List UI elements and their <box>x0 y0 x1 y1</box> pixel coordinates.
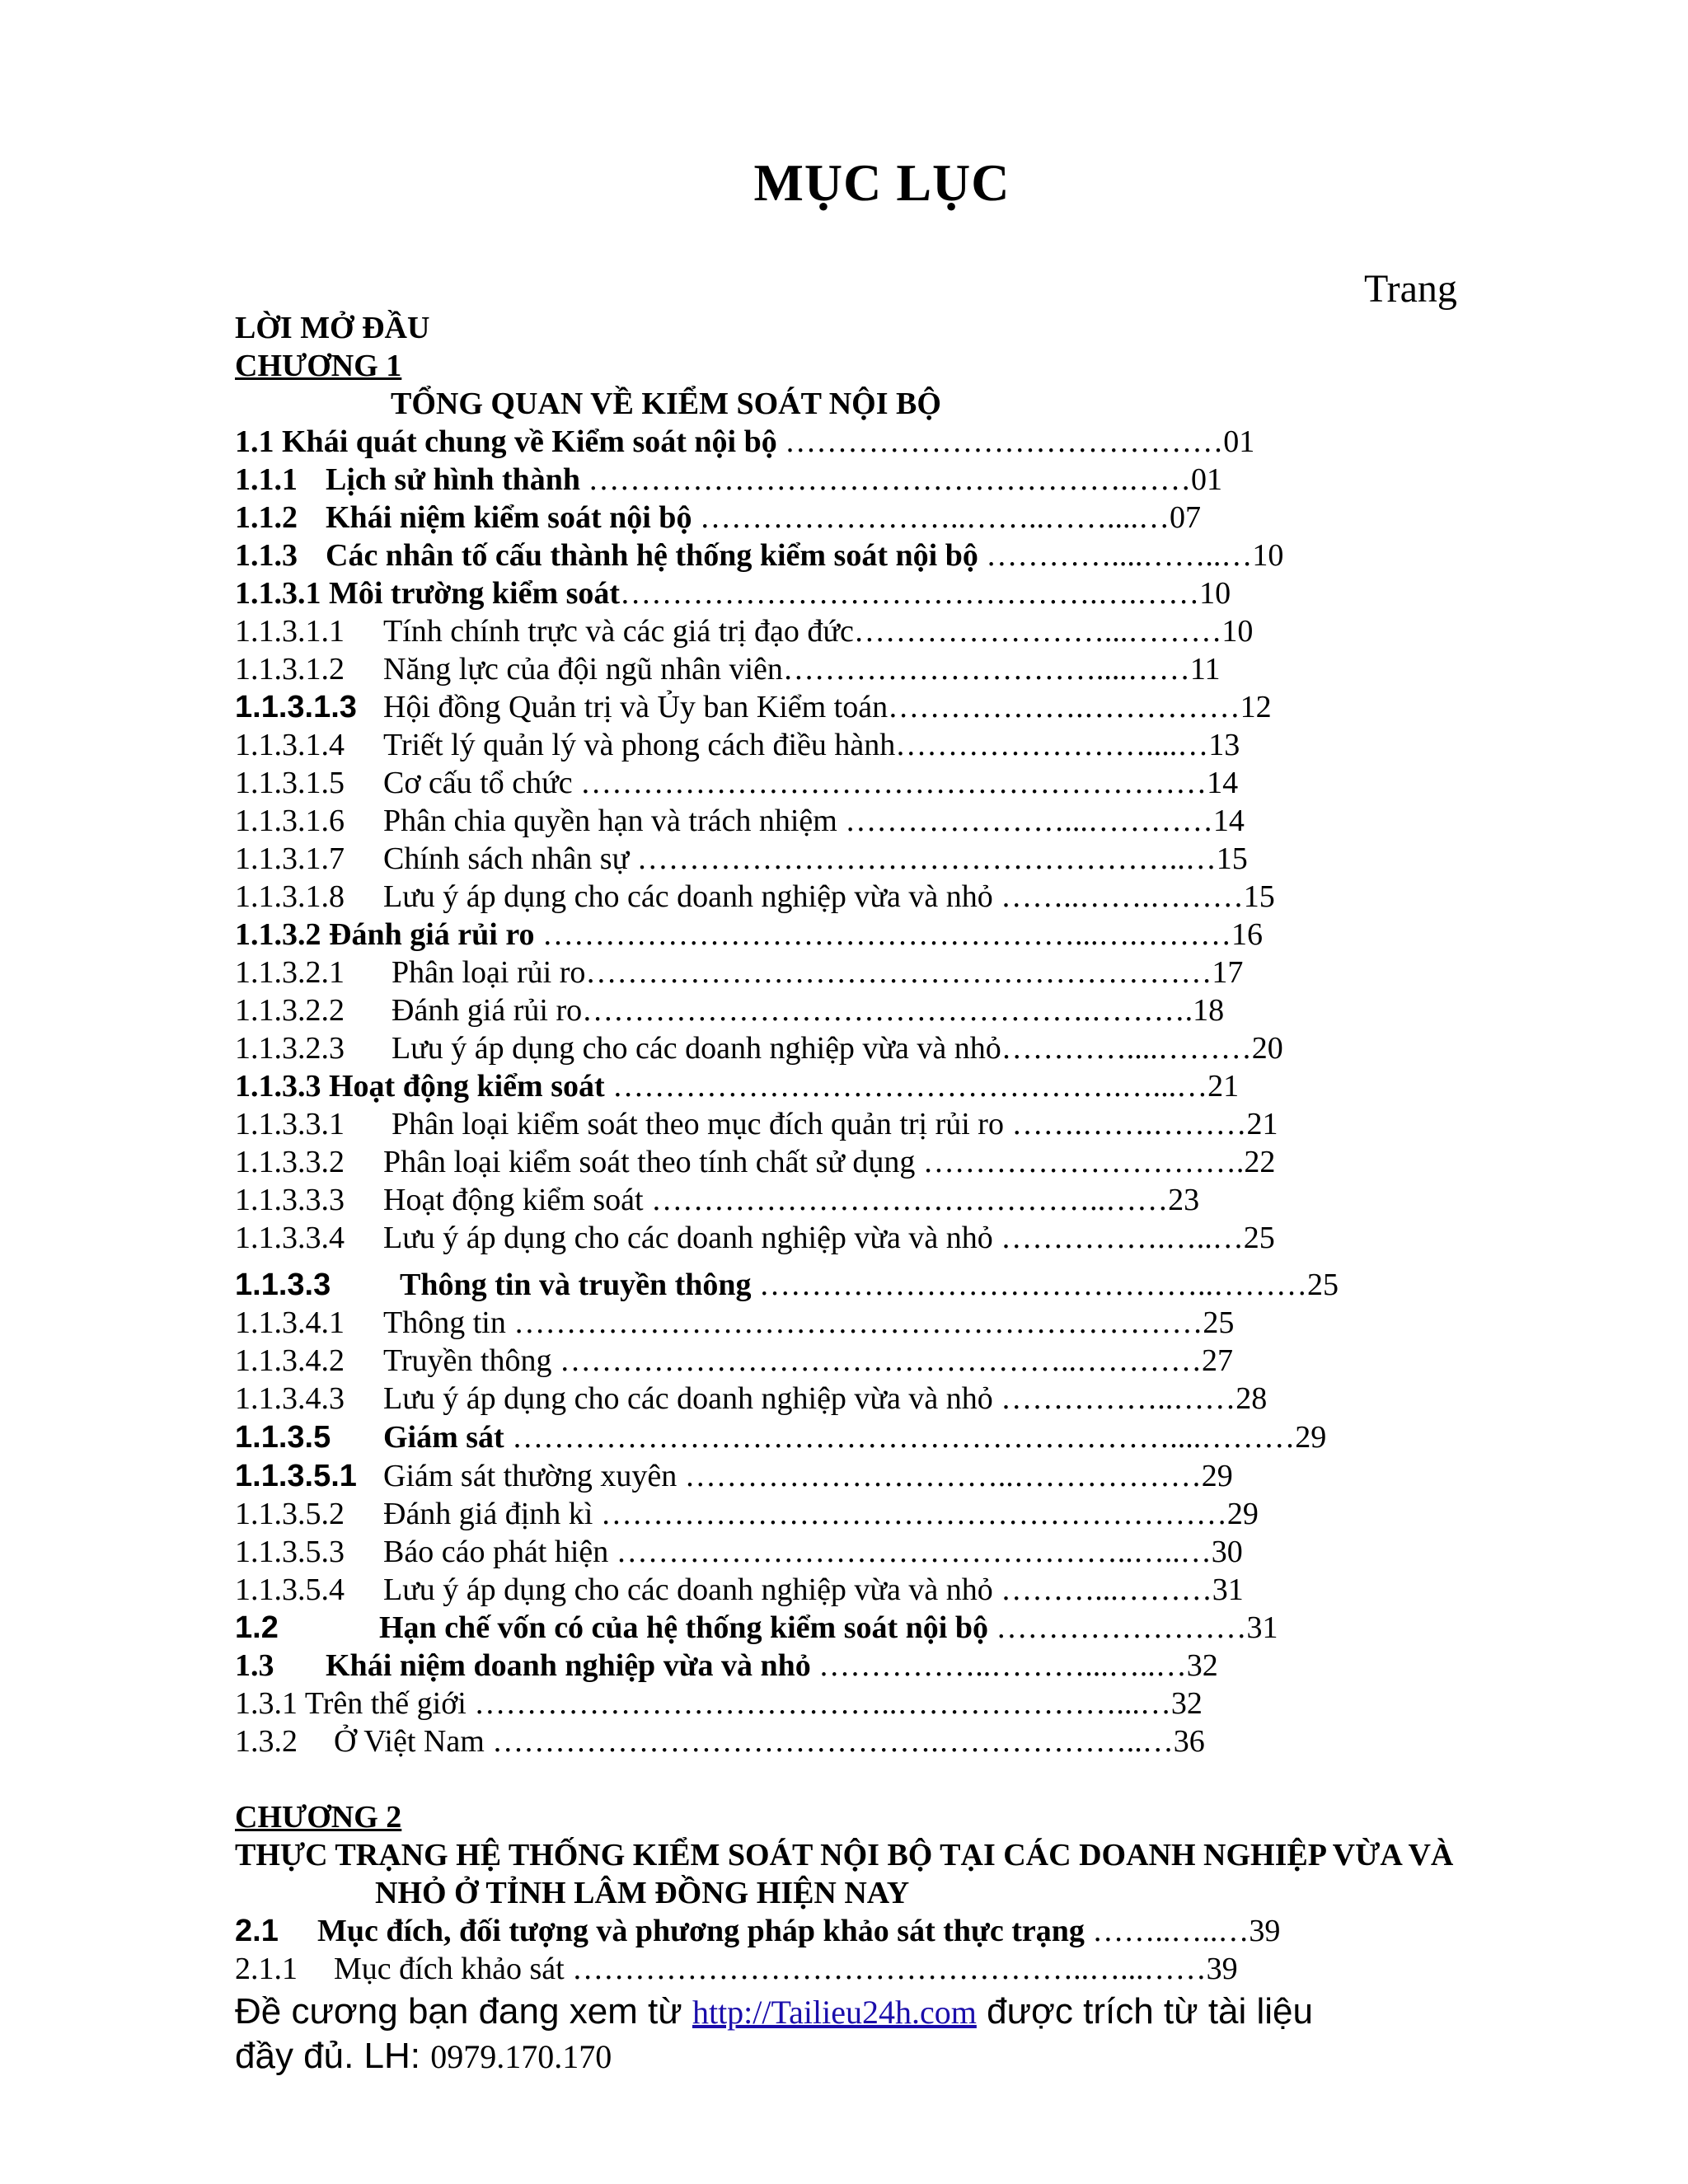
toc-page: 31 <box>1246 1610 1278 1645</box>
toc-entry[interactable] <box>235 1685 1203 1722</box>
chapter-2-label: CHƯƠNG 2 <box>235 1800 402 1835</box>
toc-leader: …………………………………… <box>785 424 1224 459</box>
toc-page: 28 <box>1236 1381 1268 1416</box>
toc-leader: …………....……… <box>1001 1031 1252 1066</box>
toc-text: Báo cáo phát hiện <box>383 1535 609 1569</box>
toc-leader: …………………………....…… <box>782 652 1190 687</box>
toc-entry[interactable] <box>235 840 1248 878</box>
page-title: MỤC LỤC <box>753 153 1010 212</box>
toc-entry[interactable] <box>235 916 1263 954</box>
toc-leader: …………………………………………………… <box>585 955 1212 990</box>
toc-number: 1.1.3.5.1 <box>235 1459 357 1493</box>
toc-number: 1.1.3 <box>235 538 298 573</box>
toc-text: Cơ cấu tổ chức <box>383 766 573 800</box>
toc-number: 1.1.1 <box>235 462 298 497</box>
toc-text: Phân loại kiểm soát theo mục đích quản trị rủi ro <box>392 1107 1004 1141</box>
toc-number: 1.1.3.5 <box>235 1420 331 1455</box>
toc-page: 20 <box>1251 1031 1283 1066</box>
toc-leader: ……………………………………………...….……… <box>542 917 1232 952</box>
toc-text: Hoạt động kiểm soát <box>383 1183 644 1217</box>
toc-entry[interactable] <box>235 726 1240 764</box>
toc-page: 10 <box>1252 538 1284 573</box>
toc-entry[interactable] <box>235 1380 1267 1418</box>
toc-entry[interactable] <box>235 1143 1275 1181</box>
toc-number: 1.1.3.3 <box>235 1069 321 1104</box>
toc-page: 23 <box>1168 1183 1200 1217</box>
toc-entry[interactable] <box>235 499 1201 537</box>
toc-page: 22 <box>1244 1145 1276 1179</box>
toc-leader: ……………..…… <box>1001 1381 1236 1416</box>
toc-leader: ……………………………………………..… <box>636 841 1217 876</box>
toc-page: 32 <box>1170 1686 1203 1721</box>
toc-text: Ở Việt Nam <box>334 1724 485 1759</box>
toc-leader: …………....……..… <box>986 538 1253 573</box>
toc-text: Lưu ý áp dụng cho các doanh nghiệp vừa và nhỏ <box>383 1221 993 1255</box>
toc-leader: ……………………..……..……....… <box>699 500 1170 535</box>
toc-number: 1.1.3.2.2 <box>235 993 345 1028</box>
toc-number: 1.1.3.5.3 <box>235 1535 345 1569</box>
toc-number: 1.1.3.4.3 <box>235 1381 345 1416</box>
toc-page: 39 <box>1249 1914 1281 1948</box>
toc-entry[interactable] <box>235 612 1253 650</box>
toc-number: 1.2 <box>235 1610 279 1645</box>
footer-line-1 <box>235 1991 1313 2032</box>
toc-text: Mục đích khảo sát <box>334 1952 565 1986</box>
toc-entry[interactable] <box>235 878 1275 916</box>
toc-leader: …………………………………………..…...…… <box>572 1952 1207 1986</box>
toc-page: 14 <box>1212 804 1245 838</box>
toc-page: 13 <box>1208 728 1240 762</box>
toc-text: Khái niệm doanh nghiệp vừa và nhỏ <box>326 1648 811 1683</box>
toc-number: 1.1 <box>235 424 274 459</box>
toc-text: Giám sát thường xuyên <box>383 1459 678 1493</box>
toc-text: Giám sát <box>383 1420 504 1455</box>
toc-text: Lưu ý áp dụng cho các doanh nghiệp vừa và nhỏ <box>383 1572 993 1607</box>
toc-number: 1.1.3.2.3 <box>235 1031 345 1066</box>
toc-text: Mục đích, đối tượng và phương pháp khảo sát thực trạng <box>317 1914 1085 1948</box>
toc-text: Khái quát chung về Kiểm soát nội bộ <box>282 424 777 459</box>
toc-number: 1.1.3.1.3 <box>235 690 357 724</box>
toc-entry[interactable] <box>235 537 1283 574</box>
toc-text: Hạn chế vốn có của hệ thống kiểm soát nội bộ <box>379 1610 988 1645</box>
footer-text: Đề cương bạn đang xem từ <box>235 1991 682 2032</box>
toc-page: 14 <box>1207 766 1239 800</box>
toc-entry[interactable] <box>235 650 1221 688</box>
toc-text: Trên thế giới <box>304 1686 467 1721</box>
toc-entry[interactable] <box>235 1029 1283 1067</box>
toc-number: 1.1.3.2.1 <box>235 955 345 990</box>
toc-page: 16 <box>1231 917 1264 952</box>
toc-page: 29 <box>1226 1497 1259 1531</box>
toc-leader: ……………………....… <box>895 728 1209 762</box>
toc-text: Lưu ý áp dụng cho các doanh nghiệp vừa và nhỏ <box>383 1381 993 1416</box>
toc-text: Thông tin <box>383 1305 506 1340</box>
toc-number: 1.1.3.1.7 <box>235 841 345 876</box>
footer-line-2 <box>235 2036 612 2077</box>
toc-page: 25 <box>1203 1305 1235 1340</box>
toc-entry[interactable] <box>235 954 1243 991</box>
toc-leader: …………………………. <box>922 1145 1245 1179</box>
toc-leader: …………………………………………………… <box>580 766 1207 800</box>
toc-entry[interactable] <box>235 1219 1275 1257</box>
toc-number: 1.1.3.3 <box>235 1268 331 1302</box>
toc-leader: ……………………………………….….…… <box>620 576 1200 611</box>
toc-leader: …….…….……… <box>1011 1107 1247 1141</box>
toc-text: Hoạt động kiểm soát <box>329 1069 605 1104</box>
toc-page: 21 <box>1207 1069 1240 1104</box>
toc-text: Đánh giá rủi ro <box>392 993 583 1028</box>
toc-leader: …………………………………………………… <box>600 1497 1227 1531</box>
toc-leader: ……………………...……… <box>853 614 1222 649</box>
toc-leader: …………………………..……………… <box>684 1459 1202 1493</box>
toc-text: Phân chia quyền hạn và trách nhiệm <box>383 804 837 838</box>
toc-entry[interactable] <box>235 1495 1259 1533</box>
toc-page: 36 <box>1173 1724 1205 1759</box>
toc-text: Thông tin và truyền thông <box>400 1268 752 1302</box>
toc-number: 1.1.3.4.2 <box>235 1343 345 1378</box>
toc-number: 1.3 <box>235 1648 274 1683</box>
toc-entry[interactable] <box>235 574 1231 612</box>
toc-number: 1.1.3.3.2 <box>235 1145 345 1179</box>
toc-entry[interactable] <box>235 1571 1244 1609</box>
toc-number: 2.1.1 <box>235 1952 298 1986</box>
toc-leader: ……………………………………..…… <box>651 1183 1169 1217</box>
toc-entry[interactable] <box>235 1647 1218 1685</box>
toc-page: 07 <box>1169 500 1201 535</box>
toc-leader: …………………...………… <box>845 804 1213 838</box>
toc-text: Môi trường kiểm soát <box>329 576 621 611</box>
toc-leader: ……………..………...…..… <box>818 1648 1187 1683</box>
toc-page: 15 <box>1216 841 1248 876</box>
toc-page: 18 <box>1193 993 1225 1028</box>
toc-text: Lịch sử hình thành <box>326 462 581 497</box>
toc-leader: …………………………………………….…… <box>588 462 1192 497</box>
toc-number: 1.1.3.1.1 <box>235 614 345 649</box>
toc-text: Năng lực của đội ngũ nhân viên <box>383 652 783 687</box>
toc-page: 31 <box>1212 1572 1244 1607</box>
toc-number: 1.1.3.4.1 <box>235 1305 345 1340</box>
toc-page: 30 <box>1211 1535 1243 1569</box>
toc-entry[interactable] <box>235 1266 1339 1304</box>
toc-text: Chính sách nhân sự <box>383 841 630 876</box>
toc-number: 1.3.2 <box>235 1724 298 1759</box>
toc-leader: ………...……… <box>1001 1572 1212 1607</box>
toc-page: 17 <box>1212 955 1244 990</box>
toc-page: 27 <box>1201 1343 1233 1378</box>
toc-leader: …………………………………..…………………...… <box>474 1686 1171 1721</box>
toc-leader: …………….…..… <box>1001 1221 1244 1255</box>
toc-entry[interactable] <box>235 1067 1239 1105</box>
toc-leader: …………………………………………..………… <box>559 1343 1202 1378</box>
toc-text: Tính chính trực và các giá trị đạo đức <box>383 614 854 649</box>
toc-leader: ………………………………………….………. <box>582 993 1193 1028</box>
toc-entry[interactable] <box>235 1950 1238 1988</box>
toc-text: Khái niệm kiểm soát nội bộ <box>326 500 692 535</box>
toc-page: 01 <box>1223 424 1255 459</box>
toc-entry[interactable] <box>235 1181 1199 1219</box>
toc-text: Phân loại kiểm soát theo tính chất sử dụng <box>383 1145 916 1179</box>
toc-entry[interactable] <box>235 991 1224 1029</box>
footer-text: đầy đủ. LH: <box>235 2036 421 2076</box>
toc-text: Các nhân tố cấu thành hệ thống kiểm soát nội bộ <box>326 538 978 573</box>
toc-entry[interactable] <box>235 802 1245 840</box>
toc-entry[interactable] <box>235 461 1222 499</box>
toc-leader: …………………… <box>996 1610 1247 1645</box>
toc-leader: ……..…..… <box>1092 1914 1250 1948</box>
toc-page: 25 <box>1307 1268 1339 1302</box>
toc-number: 1.1.3.1.5 <box>235 766 345 800</box>
toc-number: 1.1.3.5.4 <box>235 1572 345 1607</box>
toc-number: 1.1.3.1.2 <box>235 652 345 687</box>
chapter-2-title-line-2: NHỎ Ở TỈNH LÂM ĐỒNG HIỆN NAY <box>375 1876 910 1910</box>
toc-number: 1.1.3.5.2 <box>235 1497 345 1531</box>
toc-leader: ………………………………………….…...… <box>612 1069 1208 1104</box>
toc-number: 1.1.3.1.8 <box>235 879 345 914</box>
toc-text: Đánh giá rủi ro <box>329 917 535 952</box>
toc-leader: ………………………………………………………....……… <box>512 1420 1296 1455</box>
toc-number: 1.1.3.3.3 <box>235 1183 345 1217</box>
toc-text: Đánh giá định kì <box>383 1497 593 1531</box>
toc-leader: ……..…….……… <box>1001 879 1244 914</box>
toc-page: 21 <box>1246 1107 1278 1141</box>
toc-page: 39 <box>1206 1952 1238 1986</box>
toc-entry[interactable] <box>235 688 1272 726</box>
toc-number: 1.1.3.1.6 <box>235 804 345 838</box>
toc-number: 1.1.3.2 <box>235 917 321 952</box>
toc-leader: …………………………………………..…..… <box>616 1535 1212 1569</box>
chapter-1-label: CHƯƠNG 1 <box>235 349 402 383</box>
toc-text: Hội đồng Quản trị và Ủy ban Kiểm toán <box>383 690 889 724</box>
toc-entry[interactable] <box>235 1912 1280 1950</box>
toc-text: Truyền thông <box>383 1343 552 1378</box>
toc-number: 2.1 <box>235 1914 279 1948</box>
toc-number: 1.1.2 <box>235 500 298 535</box>
toc-leader: ……………….…………… <box>888 690 1240 724</box>
toc-entry[interactable] <box>235 764 1238 802</box>
toc-entry[interactable] <box>235 1105 1278 1143</box>
page-column-label: Trang <box>1364 267 1457 311</box>
toc-text: Lưu ý áp dụng cho các doanh nghiệp vừa và nhỏ <box>392 1031 1001 1066</box>
toc-leader: ……………………………………..……… <box>759 1268 1308 1302</box>
toc-page: 10 <box>1199 576 1231 611</box>
toc-entry[interactable] <box>235 1457 1233 1495</box>
toc-page: 15 <box>1243 879 1275 914</box>
toc-number: 1.1.3.3.4 <box>235 1221 345 1255</box>
chapter-1-title: TỔNG QUAN VỀ KIỂM SOÁT NỘI BỘ <box>391 387 941 421</box>
footer-text: được trích từ tài liệu <box>987 1991 1314 2032</box>
toc-entry[interactable] <box>235 1722 1205 1760</box>
toc-page: 29 <box>1201 1459 1233 1493</box>
chapter-2-title-line-1: THỰC TRẠNG HỆ THỐNG KIỂM SOÁT NỘI BỘ TẠI CÁC DOANH NGHIỆP VỪA VÀ <box>235 1838 1454 1872</box>
toc-entry[interactable] <box>235 1342 1233 1380</box>
toc-leader: …………………………………….………………..… <box>492 1724 1174 1759</box>
toc-page: 10 <box>1221 614 1254 649</box>
toc-entry[interactable] <box>235 1418 1326 1456</box>
intro-heading: LỜI MỞ ĐẦU <box>235 311 430 345</box>
toc-entry[interactable] <box>235 1533 1243 1571</box>
toc-number: 1.3.1 <box>235 1686 298 1721</box>
toc-text: Lưu ý áp dụng cho các doanh nghiệp vừa và nhỏ <box>383 879 993 914</box>
toc-entry[interactable] <box>235 423 1254 461</box>
toc-entry[interactable] <box>235 1304 1234 1342</box>
toc-number: 1.1.3.1 <box>235 576 321 611</box>
toc-entry[interactable] <box>235 1609 1278 1647</box>
toc-number: 1.1.3.3.1 <box>235 1107 345 1141</box>
contact-phone: 0979.170.170 <box>430 2038 612 2075</box>
toc-page: 29 <box>1295 1420 1327 1455</box>
toc-page: 12 <box>1240 690 1272 724</box>
toc-text: Triết lý quản lý và phong cách điều hành <box>383 728 896 762</box>
toc-page: 11 <box>1189 652 1221 687</box>
toc-page: 01 <box>1191 462 1223 497</box>
toc-leader: ………………………………………………………… <box>513 1305 1203 1340</box>
toc-page: 25 <box>1243 1221 1275 1255</box>
source-link[interactable]: http://Tailieu24h.com <box>692 1994 977 2031</box>
toc-page: 32 <box>1186 1648 1218 1683</box>
toc-text: Phân loại rủi ro <box>392 955 586 990</box>
toc-number: 1.1.3.1.4 <box>235 728 345 762</box>
